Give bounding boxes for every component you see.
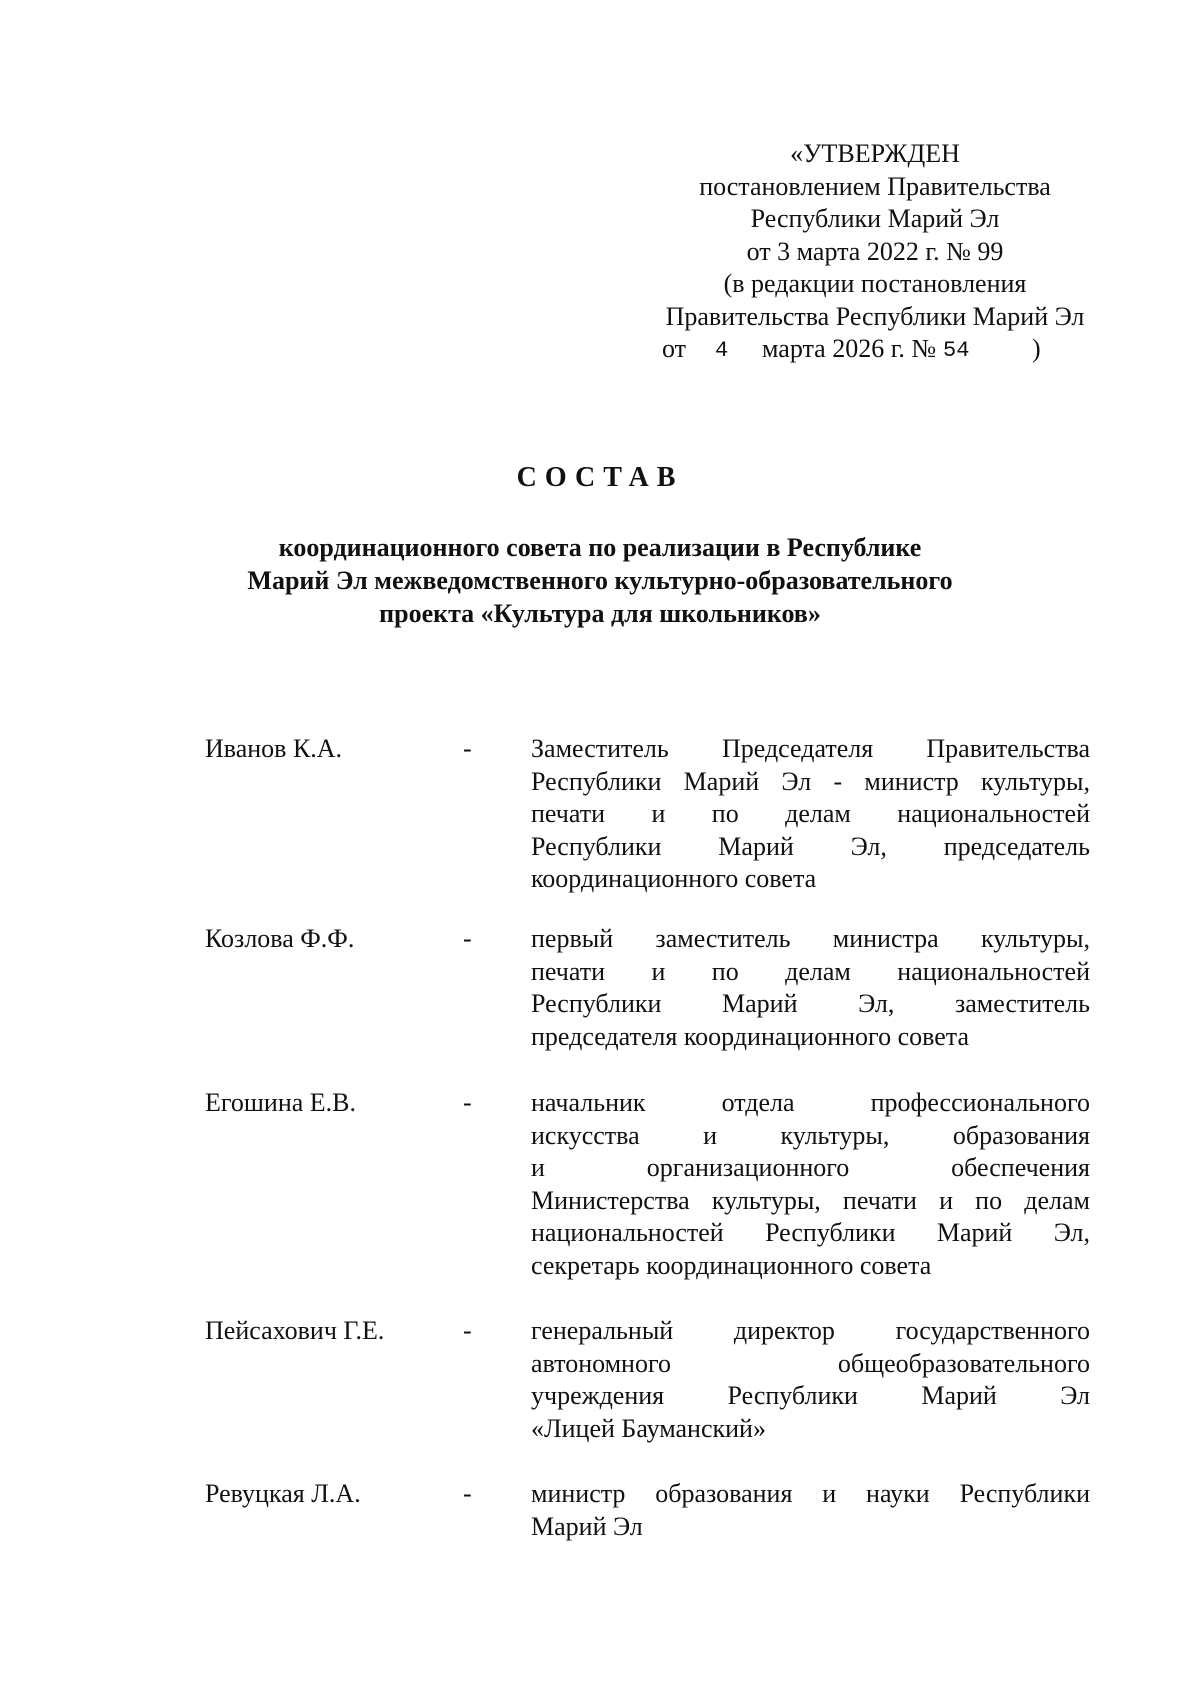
role-line: Марий Эл — [531, 1511, 643, 1541]
subtitle-line: проекта «Культура для школьников» — [379, 599, 821, 628]
member-name: Пейсахович Г.Е. — [205, 1316, 385, 1345]
ref-number: 54 — [943, 338, 970, 363]
role-line: печати и по делам национальностей — [531, 956, 1090, 986]
ref-close: ) — [1032, 334, 1041, 363]
document-title: СОСТАВ — [516, 462, 684, 493]
role-line: координационного совета — [531, 864, 817, 894]
member-name: Иванов К.А. — [205, 734, 343, 763]
member-dash: - — [463, 1316, 472, 1345]
document-subtitle — [200, 531, 1000, 630]
member-role — [531, 1315, 1090, 1445]
role-line: министр образования и науки Республики — [531, 1479, 1090, 1508]
role-line: и организационного обеспечения — [531, 1153, 1090, 1183]
member-role — [531, 923, 1090, 1053]
member-dash: - — [463, 1479, 472, 1508]
subtitle-line: координационного совета по реализации в Республике — [278, 533, 922, 562]
member-role — [531, 733, 1090, 896]
approval-line: (в редакции постановления — [723, 269, 1027, 298]
approval-line: Республики Марий Эл — [750, 204, 1000, 233]
subtitle-line: Марий Эл межведомственного культурно-образовательного — [247, 566, 953, 595]
role-line: Заместитель Председателя Правительства — [531, 734, 1090, 763]
role-line: начальник отдела профессионального — [531, 1088, 1090, 1117]
role-line: учреждения Республики Марий Эл — [531, 1381, 1090, 1411]
role-line: Республики Марий Эл, председатель — [531, 831, 1090, 861]
approval-line: «УТВЕРЖДЕН — [790, 139, 960, 168]
approval-line: постановлением Правительства — [699, 171, 1051, 201]
approval-stamp-block — [620, 138, 1130, 366]
role-line: генеральный директор государственного — [531, 1316, 1090, 1345]
member-role — [531, 1478, 1090, 1543]
role-line: Республики Марий Эл - министр культуры, — [531, 766, 1090, 796]
role-line: национальностей Республики Марий Эл, — [531, 1218, 1090, 1248]
member-role — [531, 1087, 1090, 1283]
member-dash: - — [463, 924, 472, 953]
role-line: искусства и культуры, образования — [531, 1120, 1090, 1150]
amendment-reference-line — [620, 333, 1130, 366]
ref-day: 4 — [715, 338, 729, 363]
member-dash: - — [463, 1088, 472, 1117]
role-line: первый заместитель министра культуры, — [531, 924, 1090, 953]
role-line: «Лицей Бауманский» — [531, 1413, 766, 1443]
role-line: Министерства культуры, печати и по делам — [531, 1185, 1090, 1215]
member-dash: - — [463, 734, 472, 763]
role-line: автономного общеобразовательного — [531, 1348, 1090, 1378]
member-name: Егошина Е.В. — [205, 1088, 357, 1117]
member-name: Ревуцкая Л.А. — [205, 1479, 361, 1508]
ref-from: от — [662, 334, 687, 363]
member-name: Козлова Ф.Ф. — [205, 924, 355, 953]
role-line: печати и по делам национальностей — [531, 799, 1090, 829]
role-line: Республики Марий Эл, заместитель — [531, 989, 1090, 1019]
approval-line: Правительства Республики Марий Эл — [665, 301, 1085, 331]
approval-line: от 3 марта 2022 г. № 99 — [746, 236, 1004, 266]
ref-month-year: марта 2026 г. № — [762, 334, 937, 363]
role-line: председателя координационного совета — [531, 1021, 969, 1051]
role-line: секретарь координационного совета — [531, 1250, 932, 1280]
